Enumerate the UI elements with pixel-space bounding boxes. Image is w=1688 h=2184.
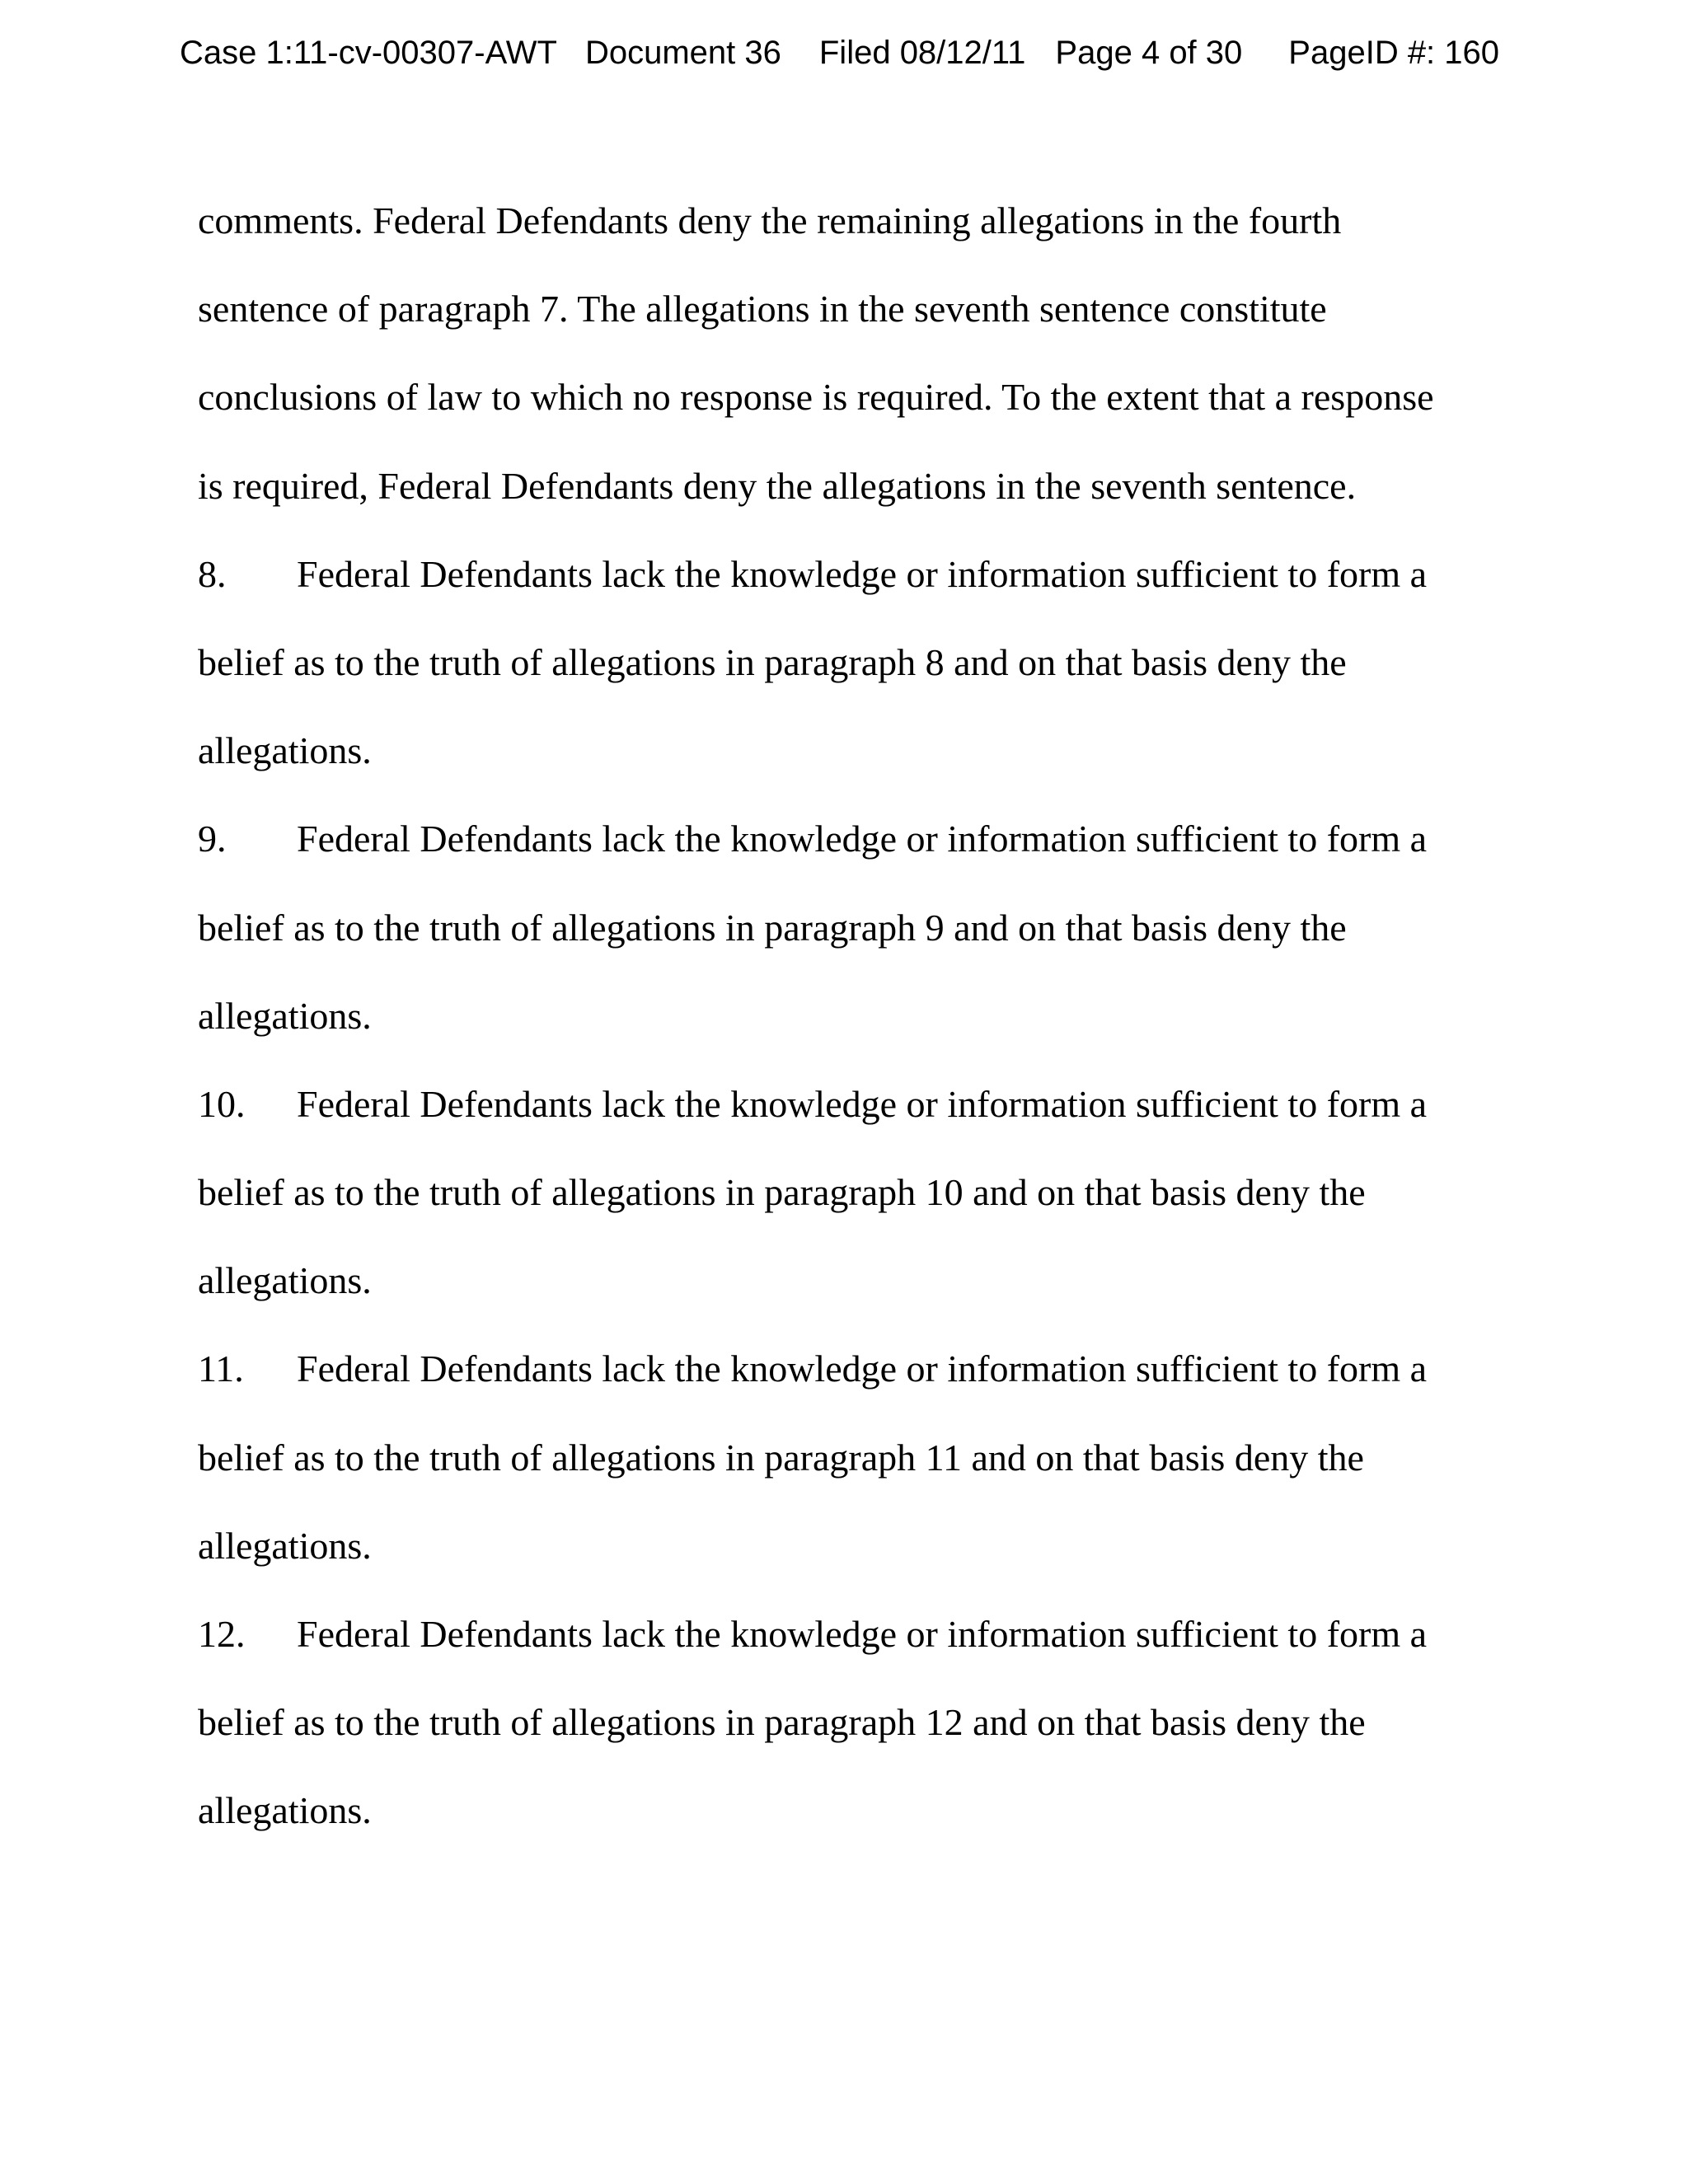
paragraph-text: Federal Defendants lack the knowledge or information sufficient to form a bbox=[297, 1347, 1428, 1390]
case-header bbox=[180, 35, 1499, 81]
text-line: allegations. bbox=[198, 1259, 372, 1302]
document-number: Document 36 bbox=[584, 35, 781, 71]
document-body bbox=[198, 191, 1533, 1870]
text-line: conclusions of law to which no response is required. To the extent that a response bbox=[198, 376, 1434, 419]
text-line: allegations. bbox=[198, 1524, 372, 1567]
paragraph-9 bbox=[198, 809, 1533, 1075]
text-line: allegations. bbox=[198, 729, 372, 772]
paragraph-number: 12. bbox=[198, 1613, 246, 1655]
paragraph-10 bbox=[198, 1075, 1533, 1340]
text-line: belief as to the truth of allegations in paragraph 9 and on that basis deny the bbox=[198, 906, 1347, 949]
paragraph-first-line bbox=[198, 1075, 1533, 1163]
paragraph-text: Federal Defendants lack the knowledge or information sufficient to form a bbox=[297, 1613, 1428, 1655]
text-line: comments. Federal Defendants deny the remaining allegations in the fourth bbox=[198, 199, 1342, 241]
paragraph-text: Federal Defendants lack the knowledge or information sufficient to form a bbox=[297, 818, 1428, 860]
page-id: PageID #: 160 bbox=[1288, 35, 1500, 71]
paragraph-8 bbox=[198, 545, 1533, 810]
page-indicator: Page 4 of 30 bbox=[1055, 35, 1243, 71]
paragraph-first-line bbox=[198, 1605, 1533, 1693]
paragraph-11 bbox=[198, 1339, 1533, 1605]
case-number: Case 1:11-cv-00307-AWT bbox=[180, 35, 557, 71]
text-line: belief as to the truth of allegations in paragraph 8 and on that basis deny the bbox=[198, 640, 1347, 683]
text-line: sentence of paragraph 7. The allegations in the seventh sentence constitute bbox=[198, 288, 1327, 330]
paragraph-number: 11. bbox=[198, 1347, 244, 1390]
paragraph-first-line bbox=[198, 809, 1533, 898]
text-line: belief as to the truth of allegations in paragraph 12 and on that basis deny the bbox=[198, 1701, 1366, 1744]
paragraph-text: Federal Defendants lack the knowledge or information sufficient to form a bbox=[297, 1082, 1428, 1125]
filed-date: Filed 08/12/11 bbox=[818, 35, 1026, 71]
text-line: allegations. bbox=[198, 1789, 372, 1832]
paragraph-text: Federal Defendants lack the knowledge or information sufficient to form a bbox=[297, 552, 1428, 595]
paragraph-number: 10. bbox=[198, 1082, 246, 1125]
text-line: is required, Federal Defendants deny the allegations in the seventh sentence. bbox=[198, 464, 1357, 507]
paragraph-first-line bbox=[198, 1339, 1533, 1427]
text-line: allegations. bbox=[198, 994, 372, 1037]
paragraph-number: 8. bbox=[198, 552, 227, 595]
continuation-paragraph bbox=[198, 191, 1533, 545]
text-line: belief as to the truth of allegations in paragraph 11 and on that basis deny the bbox=[198, 1436, 1364, 1479]
paragraph-12 bbox=[198, 1605, 1533, 1870]
text-line: belief as to the truth of allegations in paragraph 10 and on that basis deny the bbox=[198, 1171, 1366, 1214]
paragraph-number: 9. bbox=[198, 818, 227, 860]
paragraph-first-line bbox=[198, 545, 1533, 633]
